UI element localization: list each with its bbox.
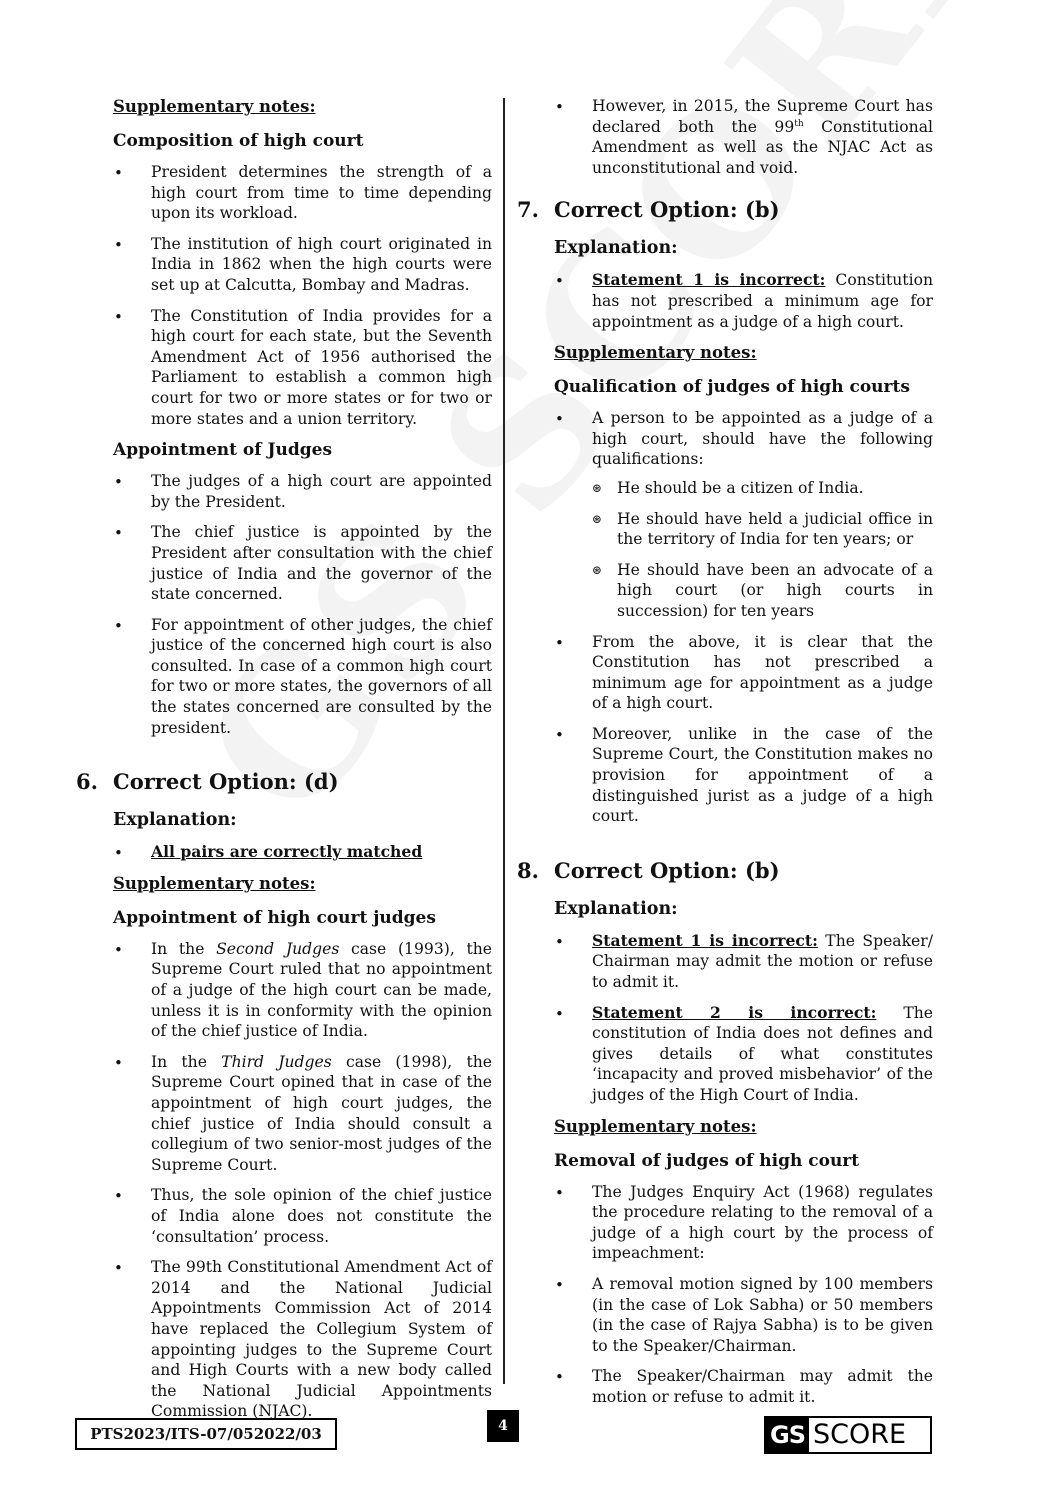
page-number: 4 [487, 1410, 519, 1442]
question-8-title [517, 857, 933, 885]
case-name: Third Judges [221, 1052, 332, 1071]
list-item: • Statement 1 is incorrect: Constitution has not prescribed a minimum age for appointment as a judge of a high court. [554, 270, 933, 332]
q8-notes-list [554, 1182, 933, 1408]
question-7-title [517, 196, 933, 224]
continued-list [554, 96, 933, 178]
appointment-list [113, 471, 492, 738]
correct-option: Correct Option: (b) [554, 857, 780, 883]
list-item: • However, in 2015, the Supreme Court has declared both the 99th Constitutional Amendment as well as the NJAC Act as unconstitutional and void. [554, 96, 933, 178]
question-number: 6. [76, 769, 98, 795]
list-item: • President determines the strength of a high court from time to time depending upon its workload. [113, 162, 492, 224]
question-6-title [76, 768, 492, 796]
list-item: • The institution of high court originated in India in 1862 when the high courts were set up at Calcutta, Bombay and Madras. [113, 234, 492, 296]
sublist-item: ⊛ He should be a citizen of India. [592, 478, 933, 499]
sublist-item: ⊛ He should have held a judicial office in the territory of India for ten years; or [592, 509, 933, 550]
composition-list [113, 162, 492, 429]
list-item: • In the Third Judges case (1998), the Supreme Court opined that in case of the appointment of high court judges, the chief justice of India should consult a collegium of two senior-most judges of the Supreme Court. [113, 1052, 492, 1176]
correct-option: Correct Option: (b) [554, 197, 780, 223]
list-item: • The Judges Enquiry Act (1968) regulates the procedure relating to the removal of a judge of a high court by the process of impeachment: [554, 1182, 933, 1264]
explanation-label: Explanation: [113, 810, 237, 831]
list-item: • A removal motion signed by 100 members (in the case of Lok Sabha) or 50 members (in the case of Rajya Sabha) is to be given to the Speaker/Chairman. [554, 1274, 933, 1356]
q6-answer-list [113, 842, 492, 863]
q8-explanation-list [554, 931, 933, 1106]
correct-option: Correct Option: (d) [113, 769, 339, 795]
qualification-heading: Qualification of judges of high courts [554, 377, 910, 398]
list-item: • The chief justice is appointed by the President after consultation with the chief justice of India and the governor of the state concerned. [113, 522, 492, 604]
list-item: • The Speaker/Chairman may admit the motion or refuse to admit it. [554, 1366, 933, 1407]
document-code: PTS2023/ITS-07/052022/03 [75, 1418, 337, 1450]
left-column [76, 96, 492, 1432]
appointment-hc-judges-heading: Appointment of high court judges [113, 907, 436, 928]
case-name: Second Judges [216, 939, 340, 958]
answer-statement: All pairs are correctly matched [151, 842, 423, 862]
list-item: • From the above, it is clear that the Constitution has not prescribed a minimum age for appointment as a judge of a high court. [554, 632, 933, 714]
q7-explanation-list [554, 270, 933, 332]
question-number: 7. [517, 197, 539, 223]
list-item: • Thus, the sole opinion of the chief justice of India alone does not constitute the ‘consultation’ process. [113, 1185, 492, 1247]
composition-heading: Composition of high court [113, 131, 364, 151]
qualification-sublist [592, 478, 933, 622]
list-item: • The 99th Constitutional Amendment Act of 2014 and the National Judicial Appointments Commission Act of 2014 have replaced the Collegium System of appointing judges to the Supreme Court and High Courts with a new body called the National Judicial Appointments Commission (NJAC). [113, 1257, 492, 1422]
appointment-heading: Appointment of Judges [113, 440, 333, 461]
statement-label: Statement 1 is incorrect: [592, 270, 826, 290]
list-item: • In the Second Judges case (1993), the Supreme Court ruled that no appointment of a judge of the high court can be made, unless it is in conformity with the opinion of the chief justice of India. [113, 939, 492, 1042]
q7-notes-list [554, 408, 933, 827]
explanation-label: Explanation: [554, 898, 678, 919]
explanation-label: Explanation: [554, 238, 678, 259]
list-item: • The judges of a high court are appointed by the President. [113, 471, 492, 512]
statement-label: Statement 2 is incorrect: [592, 1002, 877, 1022]
q6-notes-list [113, 939, 492, 1422]
list-item: • For appointment of other judges, the chief justice of the concerned high court is also consulted. In case of a common high court for two or more states, the governors of all the states concerned are consulted by the president. [113, 615, 492, 739]
right-column [517, 96, 933, 1418]
statement-label: Statement 1 is incorrect: [592, 930, 818, 950]
list-item: • Moreover, unlike in the case of the Supreme Court, the Constitution makes no provision for appointment of a distinguished jurist as a judge of a high court. [554, 724, 933, 827]
logo-score-text: SCORE [812, 1419, 907, 1450]
sublist-item: ⊛ He should have been an advocate of a high court (or high courts in succession) for ten years [592, 560, 933, 622]
supplementary-notes-heading: Supplementary notes: [113, 873, 316, 893]
removal-heading: Removal of judges of high court [554, 1150, 860, 1171]
list-item: • The Constitution of India provides for a high court for each state, but the Seventh Amendment Act of 1956 authorised the Parliament to establish a common high court for two or more states or for two or more states and a union territory. [113, 306, 492, 430]
supplementary-notes-heading: Supplementary notes: [554, 343, 757, 363]
logo-gs-mark: GS [766, 1418, 809, 1452]
list-item: • Statement 2 is incorrect: The constitution of India does not defines and gives details of what constitutes ‘incapacity and proved misbehavior’ of the judges of the High Court of India. [554, 1003, 933, 1106]
gs-score-logo [764, 1416, 932, 1454]
supplementary-notes-heading: Supplementary notes: [554, 1116, 757, 1136]
column-divider [503, 98, 505, 1384]
supplementary-notes-heading: Supplementary notes: [113, 97, 316, 116]
list-item [113, 842, 492, 863]
list-item: • A person to be appointed as a judge of a high court, should have the following qualifications: ⊛ He should be a citizen of India. ⊛ He should have held a judicial office in the territory of India for ten years; or ⊛ He should have been an advocate of a high court (or high courts in succession) for ten years [554, 408, 933, 621]
list-item: • Statement 1 is incorrect: The Speaker/ Chairman may admit the motion or refuse to admit it. [554, 931, 933, 993]
question-number: 8. [517, 857, 539, 883]
